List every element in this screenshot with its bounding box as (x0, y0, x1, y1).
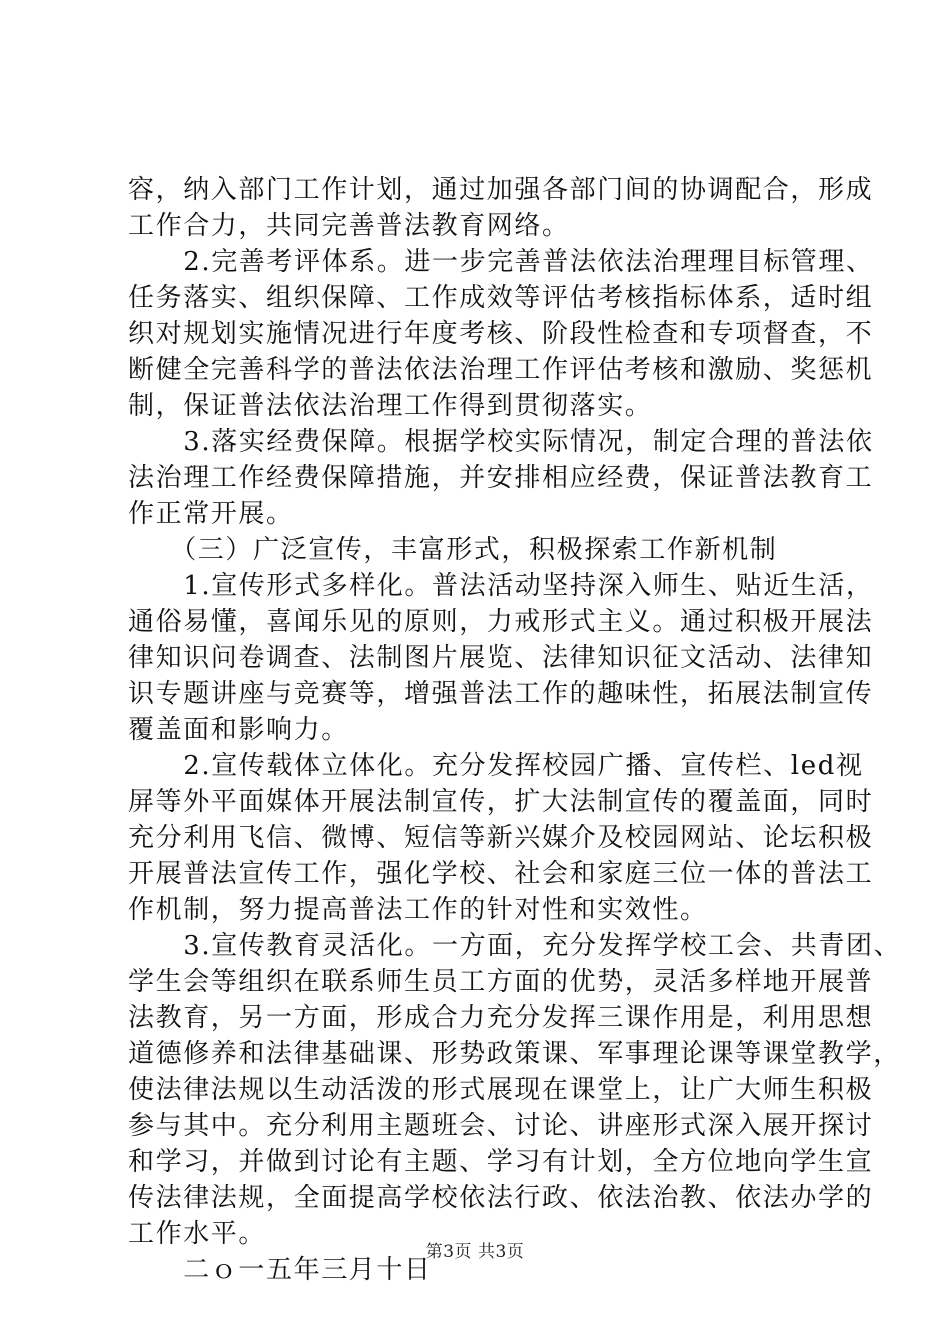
body-text-line: 覆盖面和影响力。 (128, 715, 349, 745)
document-body (128, 172, 902, 1288)
body-text-line: 任务落实、组织保障、工作成效等评估考核指标体系，适时组 (128, 283, 874, 313)
body-text-line: 工作合力，共同完善普法教育网络。 (128, 211, 570, 241)
body-text-line: 2.宣传载体立体化。充分发挥校园广播、宣传栏、led视 (128, 751, 864, 781)
body-text-line: 参与其中。充分利用主题班会、讨论、讲座形式深入展开探讨 (128, 1111, 874, 1141)
body-text-line: 道德修养和法律基础课、形势政策课、军事理论课等课堂教学， (128, 1039, 901, 1069)
body-text-line: 开展普法宣传工作，强化学校、社会和家庭三位一体的普法工 (128, 859, 874, 889)
body-text-line: 法教育，另一方面，形成合力充分发挥三课作用是，利用思想 (128, 1003, 874, 1033)
body-text-line: 断健全完善科学的普法依法治理工作评估考核和激励、奖惩机 (128, 355, 874, 385)
body-text-line: 使法律法规以生动活泼的形式展现在课堂上，让广大师生积极 (128, 1075, 874, 1105)
body-text-line: 织对规划实施情况进行年度考核、阶段性检查和专项督查，不 (128, 319, 874, 349)
body-text-line: 3.落实经费保障。根据学校实际情况，制定合理的普法依 (128, 427, 874, 457)
body-text-line: 传法律法规，全面提高学校依法行政、依法治教、依法办学的 (128, 1183, 874, 1213)
body-text-line: 充分利用飞信、微博、短信等新兴媒介及校园网站、论坛积极 (128, 823, 874, 853)
body-text-line: 通俗易懂，喜闻乐见的原则，力戒形式主义。通过积极开展法 (128, 607, 874, 637)
body-text-line: 制，保证普法依法治理工作得到贯彻落实。 (128, 391, 653, 421)
body-text-line: 作正常开展。 (128, 499, 294, 529)
body-text-line: （三）广泛宣传，丰富形式，积极探索工作新机制 (128, 535, 778, 565)
body-text-line: 识专题讲座与竞赛等，增强普法工作的趣味性，拓展法制宣传 (128, 679, 874, 709)
body-text-line: 屏等外平面媒体开展法制宣传，扩大法制宣传的覆盖面，同时 (128, 787, 874, 817)
body-text-line: 二ｏ一五年三月十日 (128, 1255, 432, 1285)
body-text-line: 2.完善考评体系。进一步完善普法依法治理理目标管理、 (128, 247, 874, 277)
body-text-line: 和学习，并做到讨论有主题、学习有计划，全方位地向学生宣 (128, 1147, 874, 1177)
body-text-line: 容，纳入部门工作计划，通过加强各部门间的协调配合，形成 (128, 175, 874, 205)
page-footer: 第3页 共3页 (425, 1242, 525, 1262)
body-text-line: 1.宣传形式多样化。普法活动坚持深入师生、贴近生活， (128, 571, 874, 601)
body-text-line: 3.宣传教育灵活化。一方面，充分发挥学校工会、共青团、 (128, 931, 902, 961)
body-text-line: 法治理工作经费保障措施，并安排相应经费，保证普法教育工 (128, 463, 874, 493)
body-text-line: 学生会等组织在联系师生员工方面的优势，灵活多样地开展普 (128, 967, 874, 997)
body-text-line: 律知识问卷调查、法制图片展览、法律知识征文活动、法律知 (128, 643, 874, 673)
body-text-line: 工作水平。 (128, 1219, 267, 1249)
body-text-line: 作机制，努力提高普法工作的针对性和实效性。 (128, 895, 708, 925)
